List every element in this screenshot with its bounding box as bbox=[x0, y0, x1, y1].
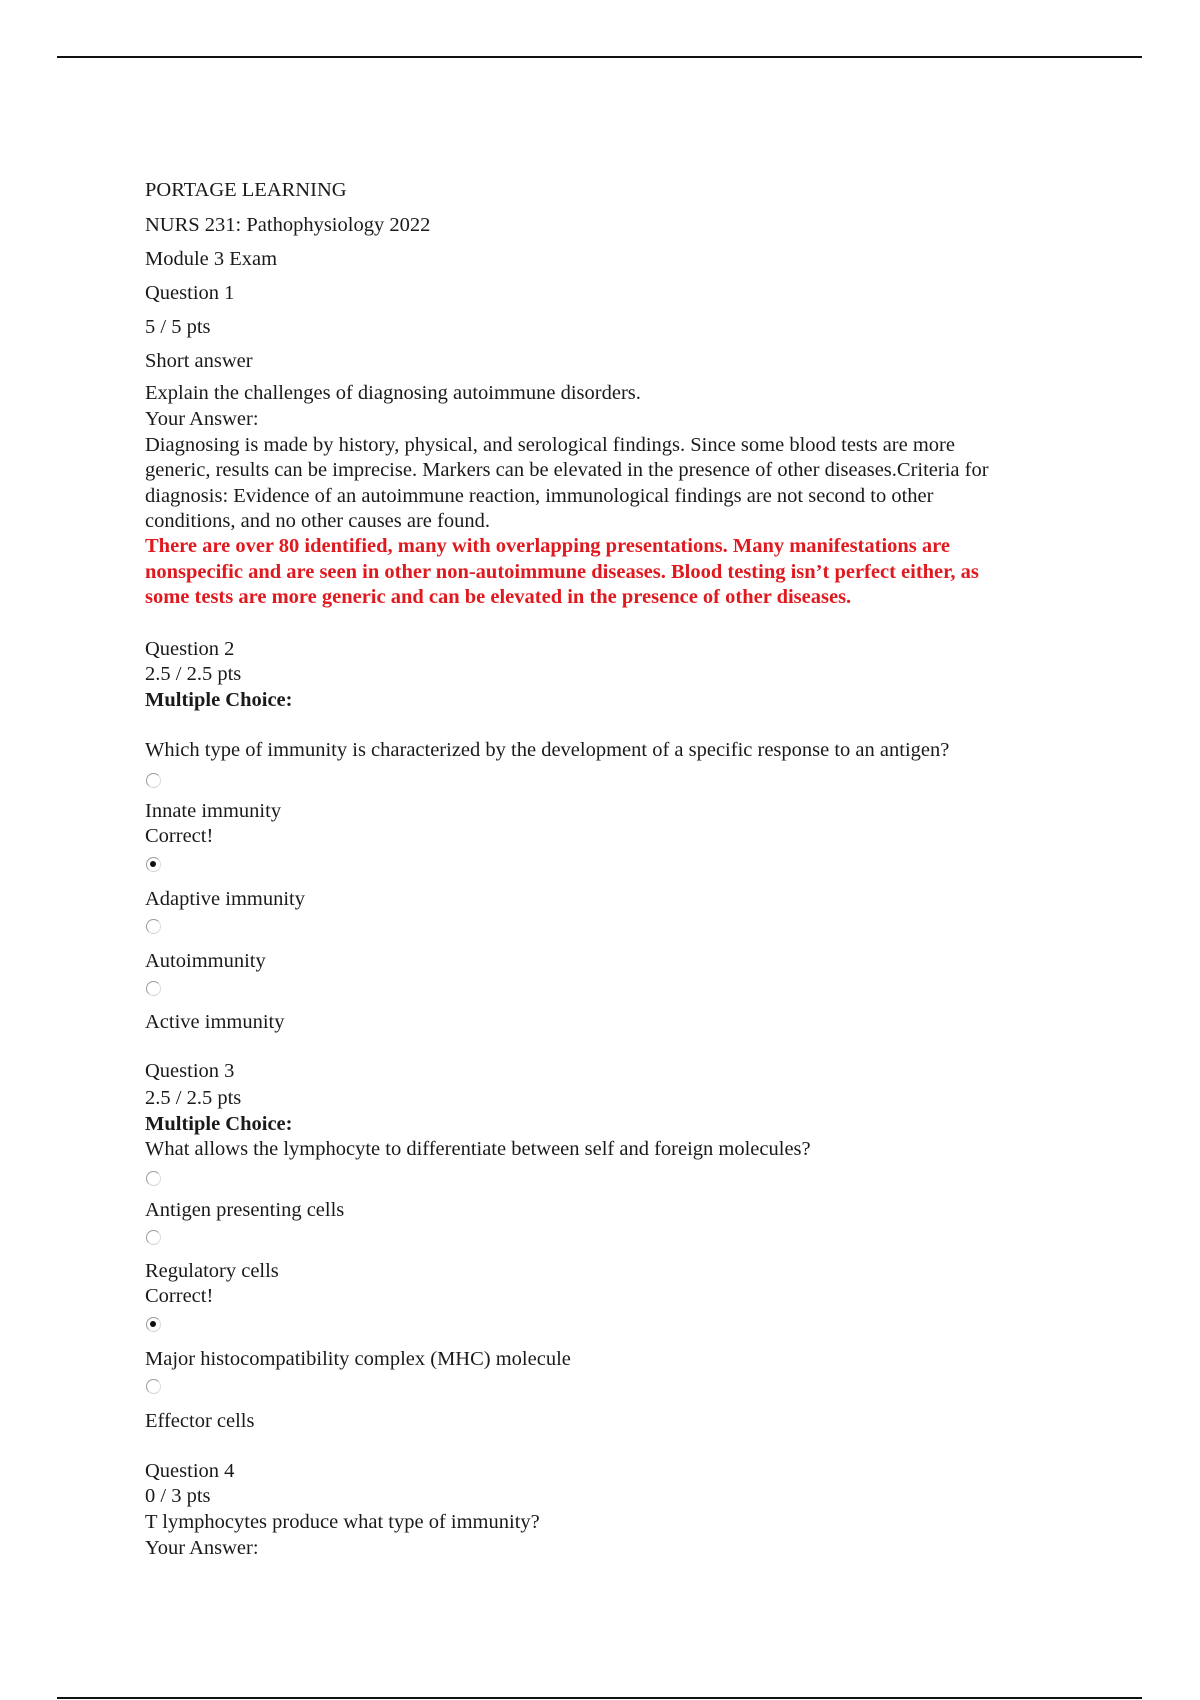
question-1-your-answer-label: Your Answer: bbox=[145, 408, 259, 430]
model-answer-line: some tests are more generic and can be elevated in the presence of other diseases. bbox=[145, 586, 852, 608]
question-1-points: 5 / 5 pts bbox=[145, 316, 211, 338]
answer-line: diagnosis: Evidence of an autoimmune reaction, immunological findings are not second to other bbox=[145, 485, 934, 507]
option-label: Major histocompatibility complex (MHC) molecule bbox=[145, 1348, 571, 1370]
correct-indicator: Correct! bbox=[145, 1285, 214, 1307]
question-2-type: Multiple Choice: bbox=[145, 689, 293, 711]
radio-active-immunity[interactable] bbox=[146, 981, 161, 996]
question-1-label: Question 1 bbox=[145, 282, 235, 304]
course-title: NURS 231: Pathophysiology 2022 bbox=[145, 214, 431, 236]
answer-line: conditions, and no other causes are found. bbox=[145, 510, 490, 532]
question-3-label: Question 3 bbox=[145, 1060, 235, 1082]
model-answer-line: There are over 80 identified, many with overlapping presentations. Many manifestations are bbox=[145, 535, 950, 557]
option-label: Active immunity bbox=[145, 1011, 285, 1033]
question-2-label: Question 2 bbox=[145, 638, 235, 660]
question-3-prompt: What allows the lymphocyte to differentiate between self and foreign molecules? bbox=[145, 1138, 811, 1160]
answer-line: generic, results can be imprecise. Markers can be elevated in the presence of other diseases.Criteria for bbox=[145, 459, 989, 481]
question-4-label: Question 4 bbox=[145, 1460, 235, 1482]
question-3-points: 2.5 / 2.5 pts bbox=[145, 1087, 242, 1109]
question-4-prompt: T lymphocytes produce what type of immunity? bbox=[145, 1511, 540, 1533]
radio-mhc-molecule[interactable] bbox=[146, 1317, 161, 1332]
question-1-prompt: Explain the challenges of diagnosing autoimmune disorders. bbox=[145, 382, 641, 404]
option-label: Regulatory cells bbox=[145, 1260, 279, 1282]
radio-adaptive-immunity[interactable] bbox=[146, 857, 161, 872]
question-2-prompt: Which type of immunity is characterized by the development of a specific response to an antigen? bbox=[145, 739, 950, 761]
question-1-type: Short answer bbox=[145, 350, 253, 372]
bottom-rule bbox=[57, 1697, 1142, 1699]
question-4-your-answer-label: Your Answer: bbox=[145, 1537, 259, 1559]
question-4-points: 0 / 3 pts bbox=[145, 1485, 211, 1507]
radio-antigen-presenting-cells[interactable] bbox=[146, 1171, 161, 1186]
radio-regulatory-cells[interactable] bbox=[146, 1230, 161, 1245]
exam-title: Module 3 Exam bbox=[145, 248, 278, 270]
option-label: Adaptive immunity bbox=[145, 888, 305, 910]
top-rule bbox=[57, 56, 1142, 58]
radio-autoimmunity[interactable] bbox=[146, 919, 161, 934]
correct-indicator: Correct! bbox=[145, 825, 214, 847]
institution-name: PORTAGE LEARNING bbox=[145, 179, 347, 201]
option-label: Antigen presenting cells bbox=[145, 1199, 345, 1221]
option-label: Autoimmunity bbox=[145, 950, 266, 972]
option-label: Effector cells bbox=[145, 1410, 255, 1432]
question-3-type: Multiple Choice: bbox=[145, 1113, 293, 1135]
radio-innate-immunity[interactable] bbox=[146, 773, 161, 788]
option-label: Innate immunity bbox=[145, 800, 282, 822]
answer-line: Diagnosing is made by history, physical, and serological findings. Since some blood tests are more bbox=[145, 434, 955, 456]
radio-effector-cells[interactable] bbox=[146, 1379, 161, 1394]
question-2-points: 2.5 / 2.5 pts bbox=[145, 663, 242, 685]
model-answer-line: nonspecific and are seen in other non-autoimmune diseases. Blood testing isn’t perfect either, as bbox=[145, 561, 979, 583]
